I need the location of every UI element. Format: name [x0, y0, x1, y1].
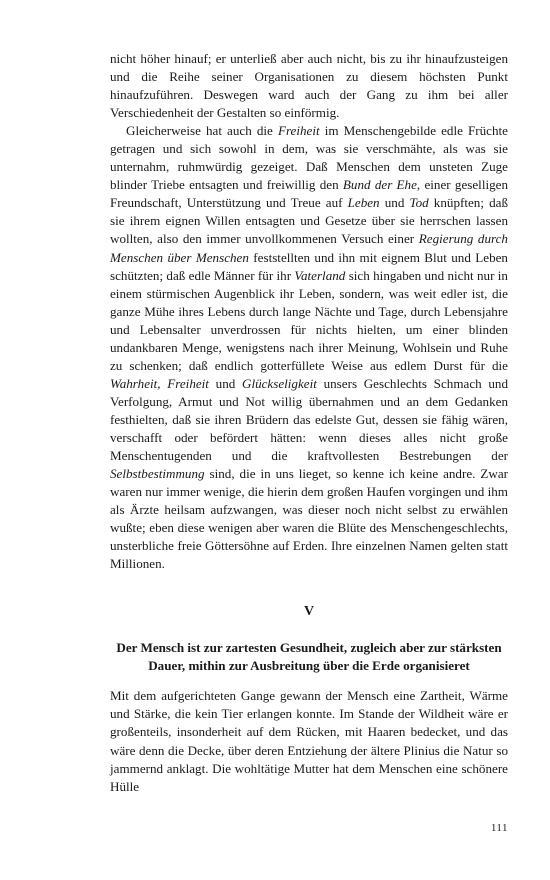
- text-run: knüpften; daß sie ihrem eignen Willen entsagten und Gesetze über sie herrschen lassen wollten, also den immer unvollkommenen Versuch einer: [110, 195, 509, 247]
- text-run: nicht höher hinauf; er unterließ aber auch nicht, bis zu ihr hinaufzusteigen und die Reihe seiner Organisationen zu diesem höchsten Punkt hinaufzuführen. Deswegen ward auch der Gang zu ihm bei aller Verschiedenheit der Gestalten so einförmig.: [110, 51, 508, 121]
- paragraph: [110, 122, 508, 573]
- page-text: [110, 50, 508, 796]
- text-run: sind, die in uns lieget, so kenne ich keine andre. Zwar waren nur immer wenige, die hierin dem großen Haufen vorgingen und ihm als Ärzte heilsam aufzwangen, was dieser noch nicht selbst zu erwählen wußte; eben diese wenigen aber waren die Blüte des Menschengeschlechts, unsterbliche freie Göttersöhne auf Erden. Ihre einzelnen Namen gelten statt Millionen.: [110, 466, 508, 572]
- italic-text: Wahrheit, Freiheit: [110, 375, 209, 391]
- text-run: im Menschengebilde edle Früchte getragen und sich sowohl in dem, was sie verschmähte, als was sie unternahm, ruhmwürdig gezeiget. Daß Menschen dem unsteten Zuge blinder Triebe entsagten und freiwillig den: [110, 123, 508, 193]
- text-run: Mit dem aufgerichteten Gange gewann der Mensch eine Zartheit, Wärme und Stärke, die kein Tier erlangen konnte. Im Stande der Wildheit wäre er großenteils, insonderheit auf dem Rücken, mit Haaren bedecket, und das wäre denn die Decke, über deren Entziehung der ältere Plinius die Natur so jammernd anklagt. Die wohltätige Mutter hat dem Menschen eine schönere Hülle: [110, 688, 508, 794]
- chapter-title: Der Mensch ist zur zartesten Gesundheit, zugleich aber zur stärksten Dauer, mithin zur Ausbreitung über die Erde organisieret: [116, 640, 502, 674]
- paragraph: [110, 50, 508, 122]
- italic-text: Selbstbestimmung: [110, 466, 205, 482]
- text-run: und: [379, 195, 410, 211]
- italic-text: Glückseligkeit: [241, 375, 317, 391]
- body-text-before-chapter: [110, 50, 508, 573]
- italic-text: Freiheit: [277, 123, 320, 139]
- italic-text: Vaterland: [294, 267, 346, 283]
- page-number: 111: [490, 822, 508, 834]
- text-run: Gleicherweise hat auch die: [126, 123, 278, 139]
- text-run: , einer geselligen Freundschaft, Unterstützung und Treue auf: [110, 177, 508, 211]
- chapter-number: V: [303, 604, 315, 620]
- text-run: unsers Geschlechts Schmach und Verfolgung, Armut und Not willig übernahmen und an dem Gedanken festhielten, daß sie ihren Brüdern das edelste Gut, dessen sie fähig wären, verschafft oder befördert hätten: wenn dieses alles nicht große Menschentugenden und die kraftvollesten Bestrebungen der: [110, 375, 509, 464]
- italic-text: Tod: [409, 195, 429, 211]
- paragraph: [110, 687, 508, 795]
- italic-text: Regierung durch Menschen über Menschen: [110, 231, 508, 265]
- italic-text: Bund der Ehe: [342, 177, 417, 193]
- text-run: und: [208, 375, 242, 391]
- text-run: feststellten und ihn mit eignem Blut und Leben schützten; daß edle Männer für ihr: [110, 249, 508, 283]
- body-text-after-chapter: [110, 687, 508, 795]
- text-run: sich hingaben und nicht nur in einem stürmischen Augenblick ihr Leben, sondern, was weit edler ist, die ganze Mühe ihres Lebens durch lange Nächte und Tage, durch Lebensjahre und Lebensalter unverdrossen für nichts hielten, um einer blinden undankbaren Menge, wenigstens nach ihrer Meinung, Wohlsein und Ruhe zu schenken; daß endlich gotterfüllete Weise aus edlem Durst für die: [110, 267, 508, 373]
- italic-text: Leben: [347, 195, 380, 211]
